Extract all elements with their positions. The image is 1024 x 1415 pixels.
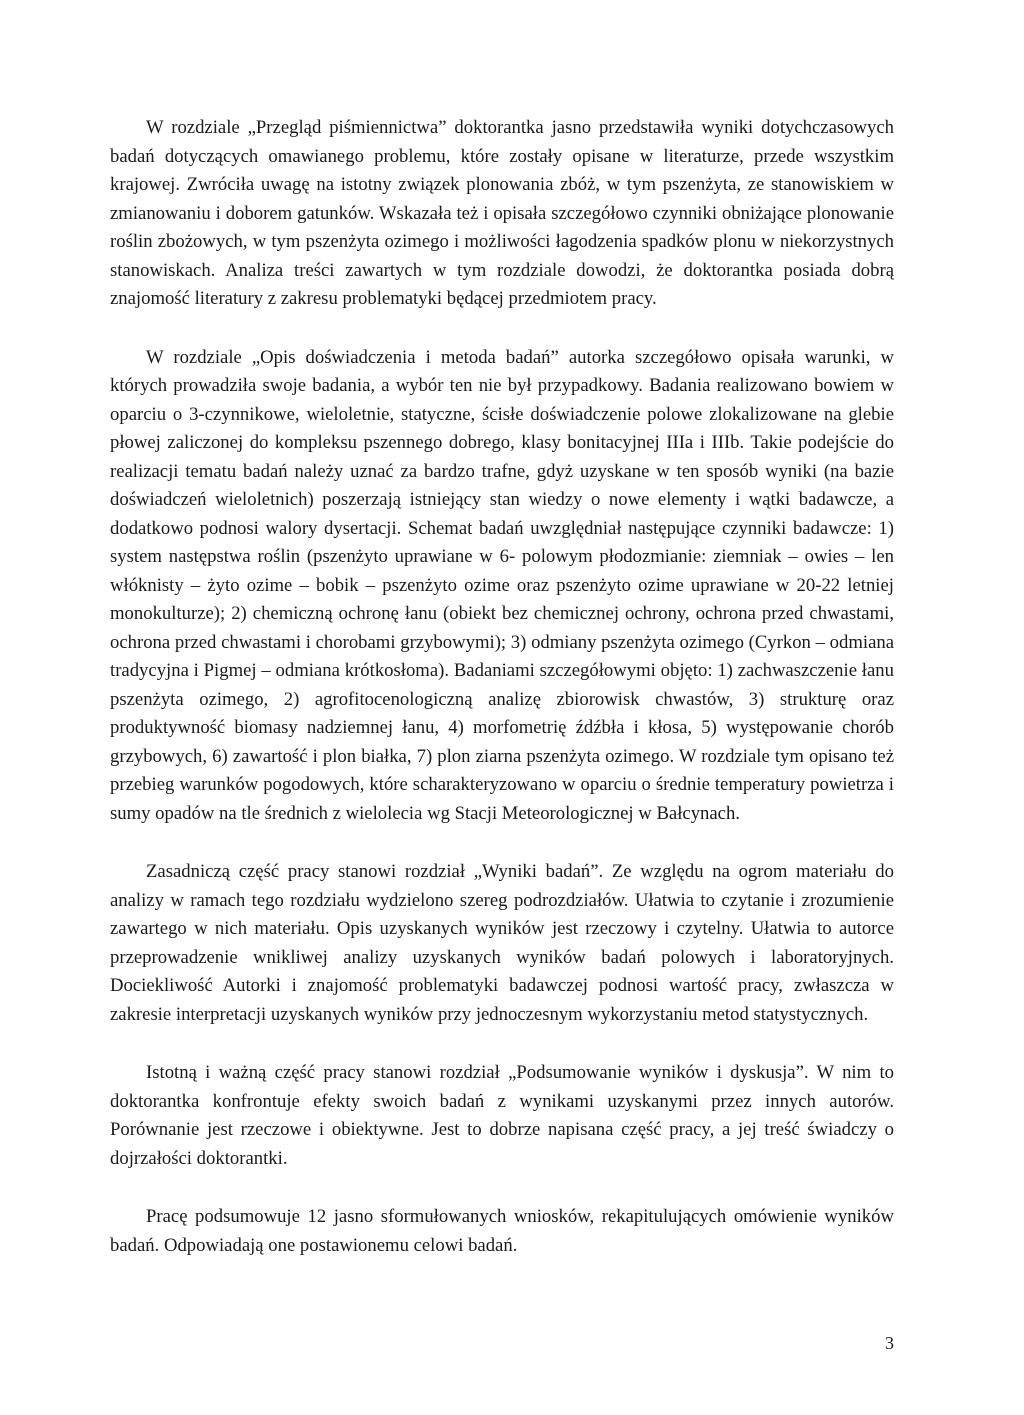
paragraph-literature-review: W rozdziale „Przegląd piśmiennictwa” doktorantka jasno przedstawiła wyniki dotychczasowych badań dotyczących omawianego problemu, które zostały opisane w literaturze, przede wszystkim krajowej. Zwróciła uwagę na istotny związek plonowania zbóż, w tym pszenżyta, ze stanowiskiem w zmianowaniu i doborem gatunków. Wskazała też i opisała szczegółowo czynniki obniżające plonowanie roślin zbożowych, w tym pszenżyta ozimego i możliwości łagodzenia spadków plonu w niekorzystnych stanowiskach. Analiza treści zawartych w tym rozdziale dowodzi, że doktorantka posiada dobrą znajomość literatury z zakresu problematyki będącej przedmiotem pracy. [110, 117, 894, 309]
paragraph-discussion: Istotną i ważną część pracy stanowi rozdział „Podsumowanie wyników i dyskusja”. W nim to doktorantka konfrontuje efekty swoich badań z wynikami uzyskanymi przez innych autorów. Porównanie jest rzeczowe i obiektywne. Jest to dobrze napisana część pracy, a jej treść świadczy o dojrzałości doktorantki. [110, 1062, 894, 1169]
page-number: 3 [885, 1333, 894, 1353]
paragraph-conclusions: Pracę podsumowuje 12 jasno sformułowanych wniosków, rekapitulujących omówienie wyników badań. Odpowiadają one postawionemu celowi badań. [110, 1206, 894, 1256]
document-body [110, 114, 894, 1290]
paragraph-results: Zasadniczą część pracy stanowi rozdział „Wyniki badań”. Ze względu na ogrom materiału do analizy w ramach tego rozdziału wydzielono szereg podrozdziałów. Ułatwia to czytanie i zrozumienie zawartego w nich materiału. Opis uzyskanych wyników jest rzeczowy i czytelny. Ułatwia to autorce przeprowadzenie wnikliwej analizy uzyskanych wyników badań polowych i laboratoryjnych. Dociekliwość Autorki i znajomość problematyki badawczej podnosi wartość pracy, zwłaszcza w zakresie interpretacji uzyskanych wyników przy jednoczesnym wykorzystaniu metod statystycznych. [110, 861, 894, 1025]
paragraph-methodology: W rozdziale „Opis doświadczenia i metoda badań” autorka szczegółowo opisała warunki, w których prowadziła swoje badania, a wybór ten nie był przypadkowy. Badania realizowano bowiem w oparciu o 3-czynnikowe, wieloletnie, statyczne, ścisłe doświadczenie polowe zlokalizowane na glebie płowej zaliczonej do kompleksu pszennego dobrego, klasy bonitacyjnej IIIa i IIIb. Takie podejście do realizacji tematu badań należy uznać za bardzo trafne, gdyż uzyskane w ten sposób wyniki (na bazie doświadczeń wieloletnich) poszerzają istniejący stan wiedzy o nowe elementy i wątki badawcze, a dodatkowo podnosi walory dysertacji. Schemat badań uwzględniał następujące czynniki badawcze: 1) system następstwa roślin (pszenżyto uprawiane w 6- polowym płodozmianie: ziemniak – owies – len włóknisty – żyto ozime – bobik – pszenżyto ozime oraz pszenżyto ozime uprawiane w 20-22 letniej monokulturze); 2) chemiczną ochronę łanu (obiekt bez chemicznej ochrony, ochrona przed chwastami, ochrona przed chwastami i chorobami grzybowymi); 3) odmiany pszenżyta ozimego (Cyrkon – odmiana tradycyjna i Pigmej – odmiana krótkosłoma). Badaniami szczegółowymi objęto: 1) zachwaszczenie łanu pszenżyta ozimego, 2) agrofitocenologiczną analizę zbiorowisk chwastów, 3) strukturę oraz produktywność biomasy nadziemnej łanu, 4) morfometrię źdźbła i kłosa, 5) występowanie chorób grzybowych, 6) zawartość i plon białka, 7) plon ziarna pszenżyta ozimego. W rozdziale tym opisano też przebieg warunków pogodowych, które scharakteryzowano w oparciu o średnie temperatury powietrza i sumy opadów na tle średnich z wielolecia wg Stacji Meteorologicznej w Bałcynach. [110, 346, 894, 824]
